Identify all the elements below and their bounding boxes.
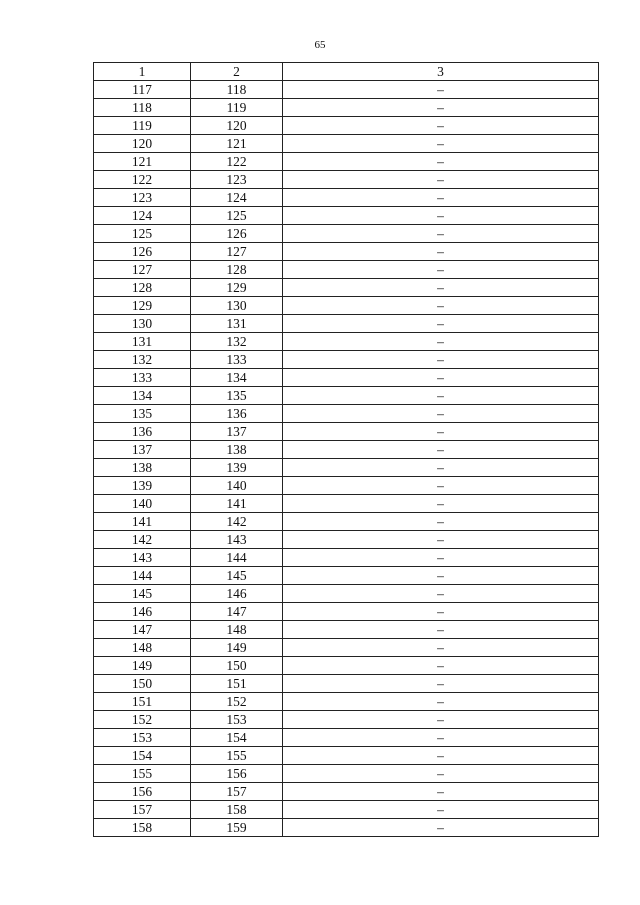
table-cell-col-1: 156 (94, 783, 191, 801)
table-cell-col-1: 124 (94, 207, 191, 225)
table-row (94, 513, 599, 531)
table-cell-col-1: 144 (94, 567, 191, 585)
table-row (94, 117, 599, 135)
page-number: 65 (314, 39, 326, 51)
table-cell-col-2: 154 (191, 729, 283, 747)
table-cell-col-3: – (283, 603, 599, 621)
table-row (94, 153, 599, 171)
table-cell-col-2: 126 (191, 225, 283, 243)
table-cell-col-2: 140 (191, 477, 283, 495)
table-cell-col-2: 127 (191, 243, 283, 261)
table-row (94, 783, 599, 801)
table-cell-col-1: 120 (94, 135, 191, 153)
table-cell-col-2: 149 (191, 639, 283, 657)
table-cell-col-2: 124 (191, 189, 283, 207)
table-row (94, 657, 599, 675)
table-cell-col-1: 131 (94, 333, 191, 351)
table-cell-col-2: 135 (191, 387, 283, 405)
table-cell-col-3: – (283, 567, 599, 585)
table-row (94, 81, 599, 99)
table-cell-col-1: 151 (94, 693, 191, 711)
table-cell-col-3: – (283, 315, 599, 333)
table-cell-col-3: – (283, 711, 599, 729)
table-cell-col-3: – (283, 99, 599, 117)
table-cell-col-2: 157 (191, 783, 283, 801)
table-row (94, 99, 599, 117)
table-header (94, 63, 599, 81)
header-row (94, 63, 599, 81)
table-cell-col-3: – (283, 81, 599, 99)
table-cell-col-3: – (283, 387, 599, 405)
table-cell-col-3: – (283, 459, 599, 477)
table-row (94, 801, 599, 819)
table-row (94, 747, 599, 765)
table-row (94, 495, 599, 513)
table-cell-col-3: – (283, 639, 599, 657)
table-row (94, 423, 599, 441)
table-cell-col-3: – (283, 657, 599, 675)
table-cell-col-2: 141 (191, 495, 283, 513)
table-cell-col-2: 147 (191, 603, 283, 621)
table-cell-col-2: 123 (191, 171, 283, 189)
table-cell-col-3: – (283, 729, 599, 747)
table-row (94, 261, 599, 279)
table-cell-col-1: 121 (94, 153, 191, 171)
table-cell-col-3: – (283, 819, 599, 837)
table-cell-col-2: 133 (191, 351, 283, 369)
table-row (94, 549, 599, 567)
table-cell-col-3: – (283, 135, 599, 153)
table-cell-col-3: – (283, 423, 599, 441)
table-cell-col-3: – (283, 279, 599, 297)
table-row (94, 477, 599, 495)
table-cell-col-1: 130 (94, 315, 191, 333)
table-row (94, 567, 599, 585)
table-cell-col-1: 137 (94, 441, 191, 459)
table-cell-col-2: 153 (191, 711, 283, 729)
table-cell-col-3: – (283, 297, 599, 315)
table-cell-col-3: – (283, 369, 599, 387)
table-cell-col-2: 145 (191, 567, 283, 585)
table-cell-col-1: 123 (94, 189, 191, 207)
data-table (93, 62, 599, 837)
table-cell-col-1: 139 (94, 477, 191, 495)
table-cell-col-1: 147 (94, 621, 191, 639)
table-cell-col-2: 119 (191, 99, 283, 117)
table-cell-col-3: – (283, 441, 599, 459)
table-cell-col-2: 128 (191, 261, 283, 279)
table-cell-col-3: – (283, 495, 599, 513)
table-cell-col-1: 125 (94, 225, 191, 243)
table-cell-col-2: 139 (191, 459, 283, 477)
table-cell-col-2: 148 (191, 621, 283, 639)
table-cell-col-1: 145 (94, 585, 191, 603)
table-cell-col-3: – (283, 189, 599, 207)
table-cell-col-2: 121 (191, 135, 283, 153)
table-cell-col-2: 146 (191, 585, 283, 603)
table-cell-col-3: – (283, 351, 599, 369)
table-row (94, 387, 599, 405)
table-cell-col-1: 133 (94, 369, 191, 387)
table-cell-col-1: 132 (94, 351, 191, 369)
table-cell-col-2: 130 (191, 297, 283, 315)
table-cell-col-2: 152 (191, 693, 283, 711)
table-cell-col-2: 136 (191, 405, 283, 423)
table-cell-col-1: 158 (94, 819, 191, 837)
table-row (94, 693, 599, 711)
table-cell-col-2: 158 (191, 801, 283, 819)
table-cell-col-2: 142 (191, 513, 283, 531)
table-cell-col-2: 159 (191, 819, 283, 837)
table-row (94, 135, 599, 153)
column-header-2: 2 (191, 63, 283, 81)
table-cell-col-2: 155 (191, 747, 283, 765)
table-cell-col-1: 138 (94, 459, 191, 477)
table-container (93, 62, 598, 837)
table-cell-col-2: 125 (191, 207, 283, 225)
table-cell-col-3: – (283, 405, 599, 423)
table-cell-col-3: – (283, 693, 599, 711)
table-cell-col-3: – (283, 477, 599, 495)
table-cell-col-3: – (283, 153, 599, 171)
table-row (94, 621, 599, 639)
table-cell-col-1: 126 (94, 243, 191, 261)
table-cell-col-3: – (283, 801, 599, 819)
table-cell-col-1: 150 (94, 675, 191, 693)
table-cell-col-1: 118 (94, 99, 191, 117)
table-cell-col-3: – (283, 621, 599, 639)
table-cell-col-3: – (283, 171, 599, 189)
table-cell-col-1: 129 (94, 297, 191, 315)
table-cell-col-1: 140 (94, 495, 191, 513)
table-cell-col-3: – (283, 225, 599, 243)
table-cell-col-3: – (283, 243, 599, 261)
table-cell-col-1: 141 (94, 513, 191, 531)
table-row (94, 369, 599, 387)
table-cell-col-1: 148 (94, 639, 191, 657)
table-row (94, 585, 599, 603)
table-row (94, 441, 599, 459)
table-row (94, 459, 599, 477)
table-row (94, 315, 599, 333)
table-row (94, 603, 599, 621)
table-cell-col-1: 143 (94, 549, 191, 567)
table-cell-col-1: 134 (94, 387, 191, 405)
table-row (94, 279, 599, 297)
table-cell-col-1: 142 (94, 531, 191, 549)
column-header-1: 1 (94, 63, 191, 81)
table-cell-col-3: – (283, 765, 599, 783)
table-cell-col-1: 117 (94, 81, 191, 99)
table-row (94, 351, 599, 369)
table-row (94, 171, 599, 189)
table-row (94, 225, 599, 243)
table-cell-col-2: 131 (191, 315, 283, 333)
table-cell-col-1: 119 (94, 117, 191, 135)
table-cell-col-3: – (283, 117, 599, 135)
table-cell-col-1: 127 (94, 261, 191, 279)
table-cell-col-2: 156 (191, 765, 283, 783)
table-cell-col-1: 149 (94, 657, 191, 675)
table-cell-col-1: 155 (94, 765, 191, 783)
table-row (94, 639, 599, 657)
table-cell-col-1: 154 (94, 747, 191, 765)
table-cell-col-3: – (283, 783, 599, 801)
table-cell-col-2: 143 (191, 531, 283, 549)
table-cell-col-2: 137 (191, 423, 283, 441)
table-cell-col-1: 152 (94, 711, 191, 729)
table-cell-col-2: 120 (191, 117, 283, 135)
column-header-3: 3 (283, 63, 599, 81)
table-row (94, 819, 599, 837)
table-cell-col-2: 138 (191, 441, 283, 459)
table-row (94, 765, 599, 783)
table-cell-col-3: – (283, 261, 599, 279)
table-cell-col-1: 135 (94, 405, 191, 423)
table-row (94, 297, 599, 315)
table-cell-col-3: – (283, 333, 599, 351)
table-cell-col-2: 134 (191, 369, 283, 387)
table-cell-col-2: 118 (191, 81, 283, 99)
table-cell-col-3: – (283, 585, 599, 603)
table-cell-col-1: 128 (94, 279, 191, 297)
table-cell-col-3: – (283, 531, 599, 549)
table-row (94, 405, 599, 423)
table-cell-col-2: 122 (191, 153, 283, 171)
table-cell-col-2: 132 (191, 333, 283, 351)
table-body (94, 81, 599, 837)
table-cell-col-1: 157 (94, 801, 191, 819)
table-row (94, 729, 599, 747)
table-cell-col-1: 122 (94, 171, 191, 189)
table-row (94, 333, 599, 351)
table-cell-col-1: 136 (94, 423, 191, 441)
table-row (94, 531, 599, 549)
table-row (94, 675, 599, 693)
table-cell-col-3: – (283, 675, 599, 693)
table-row (94, 207, 599, 225)
table-cell-col-3: – (283, 747, 599, 765)
table-cell-col-3: – (283, 549, 599, 567)
table-cell-col-2: 150 (191, 657, 283, 675)
table-cell-col-3: – (283, 513, 599, 531)
table-row (94, 243, 599, 261)
table-row (94, 189, 599, 207)
table-cell-col-2: 144 (191, 549, 283, 567)
table-row (94, 711, 599, 729)
table-cell-col-1: 153 (94, 729, 191, 747)
table-cell-col-1: 146 (94, 603, 191, 621)
table-cell-col-3: – (283, 207, 599, 225)
table-cell-col-2: 151 (191, 675, 283, 693)
table-cell-col-2: 129 (191, 279, 283, 297)
